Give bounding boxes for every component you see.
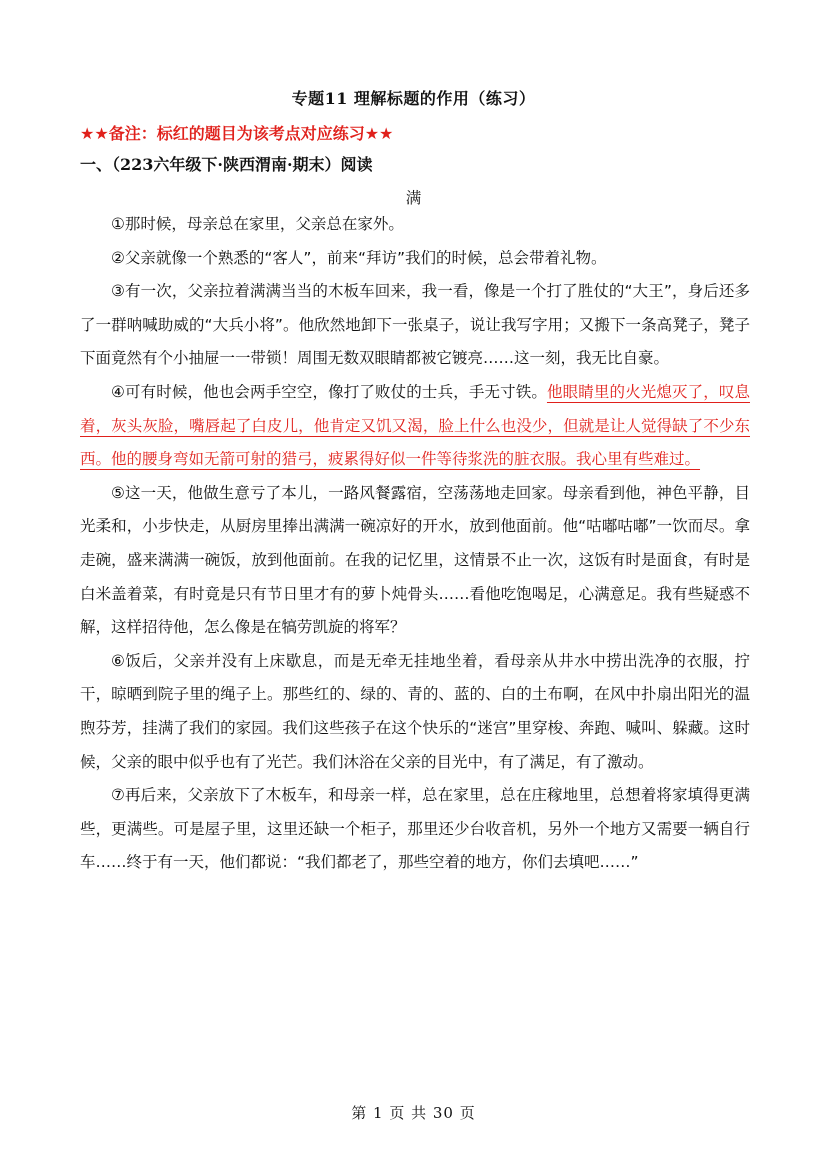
paragraph-7: ⑦再后来，父亲放下了木板车，和母亲一样，总在家里，总在庄稼地里，总想着将家填得更满些，更满些。可是屋子里，这里还缺一个柜子，那里还少台收音机，另外一个地方又需要一辆自行车……终于有一天，他们都说：“我们都老了，那些空着的地方，你们去填吧……” [80,786,750,872]
article-body [80,208,750,880]
paragraph-4-plain: ④可有时候，他也会两手空空，像打了败仗的士兵，手无寸铁。 [111,382,547,401]
page-number: 第 1 页 共 30 页 [351,1104,476,1122]
paragraph-1: ①那时候，母亲总在家里，父亲总在家外。 [111,215,404,233]
paragraph-5: ⑤这一天，他做生意亏了本儿，一路风餐露宿，空荡荡地走回家。母亲看到他，神色平静，目光柔和，小步快走，从厨房里捧出满满一碗凉好的开水，放到他面前。他“咕嘟咕嘟”一饮而尽。拿走碗，盛来满满一碗饭，放到他面前。在我的记忆里，这情景不止一次，这饭有时是面食，有时是白米盖着菜，有时竟是只有节日里才有的萝卜炖骨头……看他吃饱喝足，心满意足。我有些疑惑不解，这样招待他，怎么像是在犒劳凯旋的将军？ [80,483,750,637]
article-title: 满 [405,189,422,207]
note-line: ★★备注：标红的题目为该考点对应练习★★ [80,124,394,143]
paragraph-3: ③有一次，父亲拉着满满当当的木板车回来，我一看，像是一个打了胜仗的“大王”，身后还多了一群呐喊助威的“大兵小将”。他欣然地卸下一张桌子，说让我写字用；又搬下一条高凳子，凳子下面竟然有个小抽屉一一带锁！周围无数双眼睛都被它镀亮……这一刻，我无比自豪。 [80,282,750,368]
paragraph-2: ②父亲就像一个熟悉的“客人”，前来“拜访”我们的时候，总会带着礼物。 [111,248,607,267]
section-heading: 一、（223六年级下·陕西渭南·期末）阅读 [80,155,373,174]
paragraph-4 [80,376,750,477]
highlighted-question-text: 他眼睛里的火光熄灭了，叹息着，灰头灰脸，嘴唇起了白皮儿，他肯定又饥又渴，脸上什么也没少，但就是让人觉得缺了不少东西。他的腰身弯如无箭可射的猎弓，疲累得好似一件等待浆洗的脏衣服。我心里有些难过。 [80,382,750,469]
document-title: 专题11 理解标题的作用（练习） [291,89,536,108]
paragraph-6: ⑥饭后，父亲并没有上床歇息，而是无牵无挂地坐着，看母亲从井水中捞出洗净的衣服，拧干，晾晒到院子里的绳子上。那些红的、绿的、青的、蓝的、白的土布啊，在风中扑扇出阳光的温煦芬芳，挂满了我们的家园。我们这些孩子在这个快乐的“迷宫”里穿梭、奔跑、喊叫、躲藏。这时候，父亲的眼中似乎也有了光芒。我们沐浴在父亲的目光中，有了满足，有了激动。 [80,651,750,771]
